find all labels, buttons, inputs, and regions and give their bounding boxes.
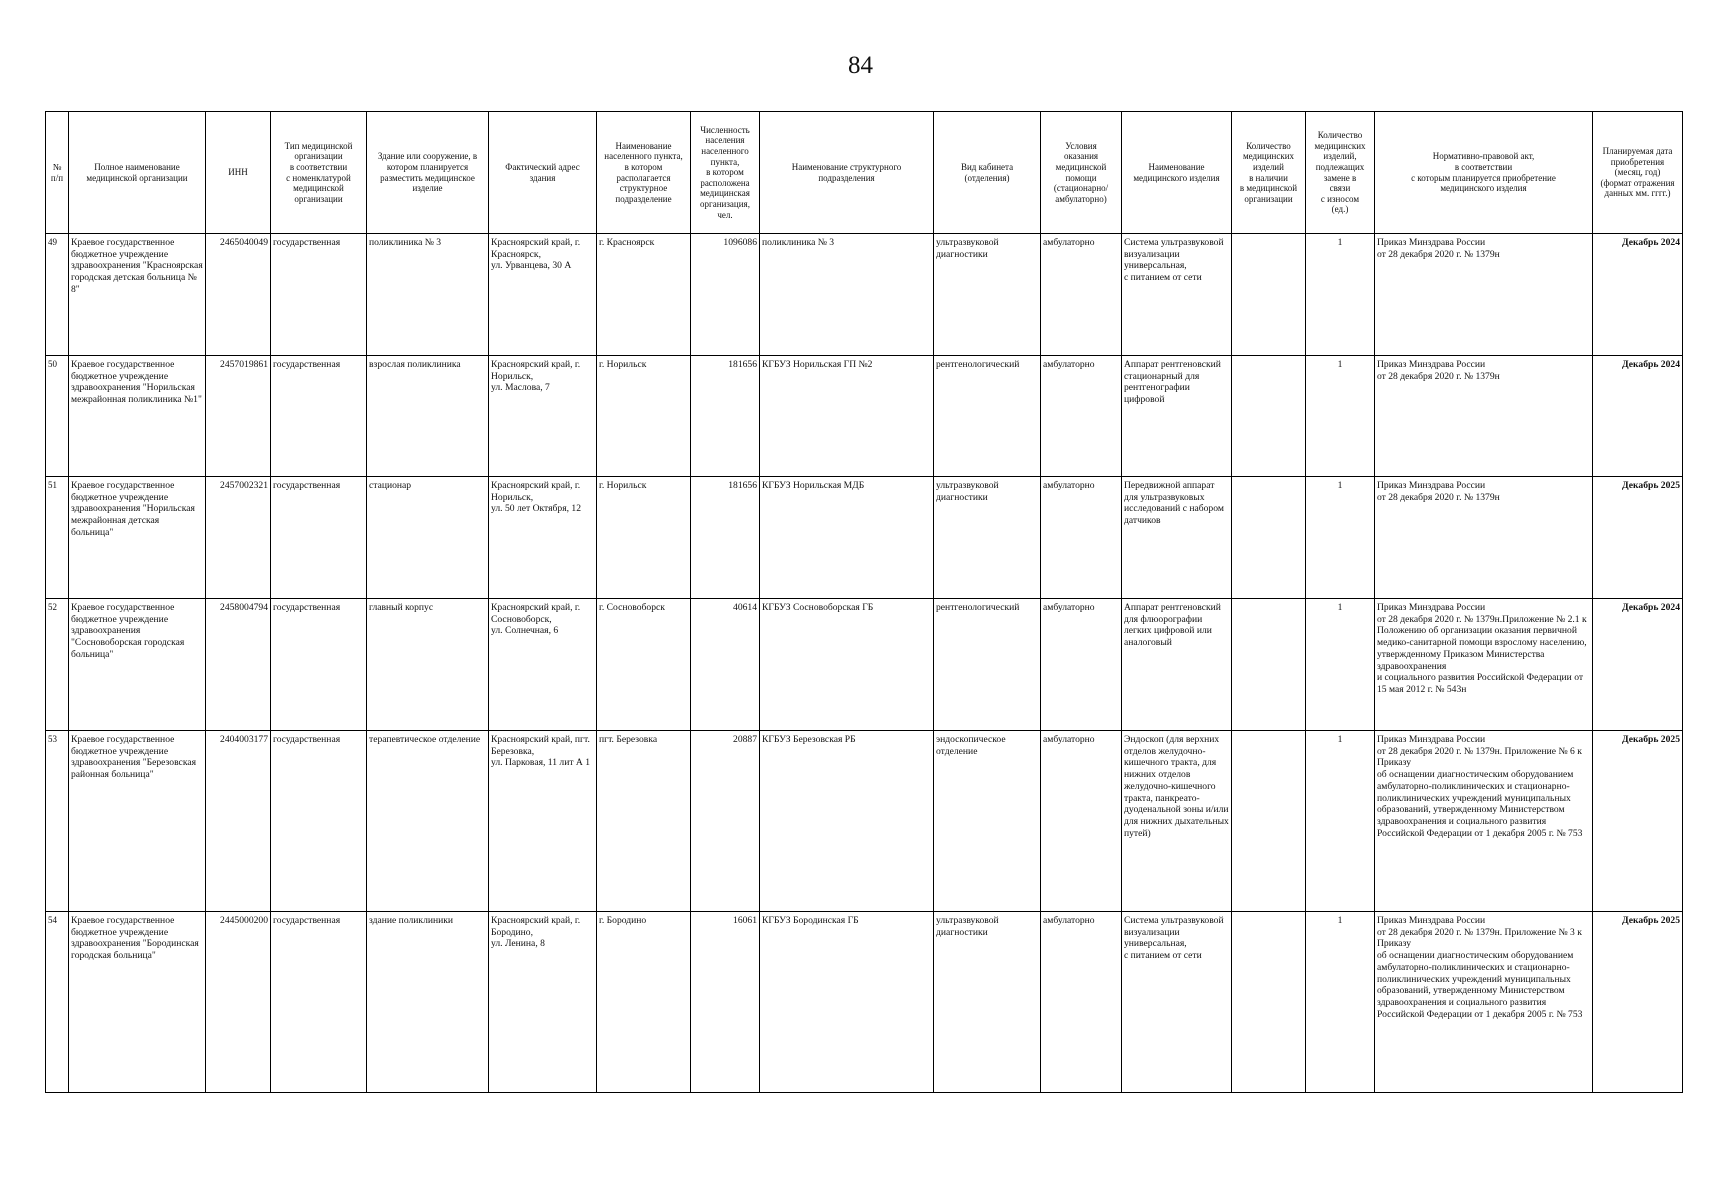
cell-org-name: Краевое государственное бюджетное учреждение здравоохранения "Березовская районная больница" — [69, 731, 206, 912]
cell-locality: г. Сосновоборск — [597, 599, 691, 731]
cell-conditions: амбулаторно — [1041, 477, 1122, 599]
col-header-available: Количество медицинских изделий в наличии в медицинской организации — [1232, 112, 1306, 234]
cell-act: Приказ Минздрава России от 28 декабря 2020 г. № 1379н. Приложение № 6 к Приказу об оснащении диагностическим оборудованием амбулаторно-поликлинических и стационарно-поликлинических учреждений муниципальных образований, утвержденному Министерством здравоохранения и социального развития Российской Федерации от 1 декабря 2005 г. № 753 — [1375, 731, 1593, 912]
table-row — [46, 599, 1683, 731]
cell-inn: 2465040049 — [206, 234, 271, 356]
cell-number: 51 — [46, 477, 69, 599]
col-header-date: Планируемая дата приобретения (месяц, год) (формат отражения данных мм. гггг.) — [1593, 112, 1683, 234]
cell-cabinet: эндоскопическое отделение — [934, 731, 1041, 912]
cell-population: 16061 — [691, 912, 760, 1093]
col-header-org-name: Полное наименование медицинской организации — [69, 112, 206, 234]
cell-available — [1232, 912, 1306, 1093]
cell-building: главный корпус — [367, 599, 489, 731]
cell-number: 54 — [46, 912, 69, 1093]
cell-date: Декабрь 2024 — [1593, 356, 1683, 477]
cell-act: Приказ Минздрава России от 28 декабря 2020 г. № 1379н — [1375, 477, 1593, 599]
col-header-locality: Наименование населенного пункта, в котором располагается структурное подразделение — [597, 112, 691, 234]
cell-conditions: амбулаторно — [1041, 599, 1122, 731]
cell-cabinet: ультразвуковой диагностики — [934, 477, 1041, 599]
cell-locality: г. Норильск — [597, 477, 691, 599]
cell-address: Красноярский край, г. Норильск, ул. Маслова, 7 — [489, 356, 597, 477]
cell-locality: пгт. Березовка — [597, 731, 691, 912]
cell-address: Красноярский край, г. Сосновоборск, ул. Солнечная, 6 — [489, 599, 597, 731]
cell-org-name: Краевое государственное бюджетное учреждение здравоохранения "Норильская межрайонная поликлиника №1" — [69, 356, 206, 477]
cell-org-type: государственная — [271, 912, 367, 1093]
cell-building: поликлиника № 3 — [367, 234, 489, 356]
cell-conditions: амбулаторно — [1041, 234, 1122, 356]
cell-locality: г. Бородино — [597, 912, 691, 1093]
col-header-replace: Количество медицинских изделий, подлежащих замене в связи с износом (ед.) — [1306, 112, 1375, 234]
cell-cabinet: ультразвуковой диагностики — [934, 912, 1041, 1093]
cell-replace: 1 — [1306, 477, 1375, 599]
cell-org-name: Краевое государственное бюджетное учреждение здравоохранения "Бородинская городская больница" — [69, 912, 206, 1093]
cell-population: 20887 — [691, 731, 760, 912]
cell-date: Декабрь 2025 — [1593, 912, 1683, 1093]
table-row — [46, 731, 1683, 912]
cell-unit: КГБУЗ Березовская РБ — [760, 731, 934, 912]
col-header-device: Наименование медицинского изделия — [1122, 112, 1232, 234]
cell-building: терапевтическое отделение — [367, 731, 489, 912]
cell-inn: 2457019861 — [206, 356, 271, 477]
cell-org-name: Краевое государственное бюджетное учреждение здравоохранения "Норильская межрайонная детская больница" — [69, 477, 206, 599]
cell-population: 181656 — [691, 477, 760, 599]
col-header-conditions: Условия оказания медицинской помощи (стационарно/ амбулаторно) — [1041, 112, 1122, 234]
col-header-building: Здание или сооружение, в котором планируется разместить медицинское изделие — [367, 112, 489, 234]
cell-number: 52 — [46, 599, 69, 731]
cell-available — [1232, 234, 1306, 356]
page-number: 84 — [848, 52, 873, 79]
cell-number: 50 — [46, 356, 69, 477]
cell-act: Приказ Минздрава России от 28 декабря 2020 г. № 1379н.Приложение № 2.1 к Положению об организации оказания первичной медико-санитарной помощи взрослому населению, утвержденному Приказом Министерства здравоохранения и социального развития Российской Федерации от 15 мая 2012 г. № 543н — [1375, 599, 1593, 731]
cell-available — [1232, 477, 1306, 599]
cell-org-type: государственная — [271, 356, 367, 477]
cell-device: Аппарат рентгеновский для флюорографии легких цифровой или аналоговый — [1122, 599, 1232, 731]
cell-population: 40614 — [691, 599, 760, 731]
cell-conditions: амбулаторно — [1041, 356, 1122, 477]
col-header-number: № п/п — [46, 112, 69, 234]
cell-device: Эндоскоп (для верхних отделов желудочно-кишечного тракта, для нижних отделов желудочно-кишечного тракта, панкреато-дуоденальной зоны и/или для нижних дыхательных путей) — [1122, 731, 1232, 912]
cell-inn: 2457002321 — [206, 477, 271, 599]
cell-available — [1232, 599, 1306, 731]
col-header-unit: Наименование структурного подразделения — [760, 112, 934, 234]
cell-replace: 1 — [1306, 234, 1375, 356]
col-header-population: Численность населения населенного пункта, в котором расположена медицинская организация, чел. — [691, 112, 760, 234]
cell-inn: 2445000200 — [206, 912, 271, 1093]
cell-address: Красноярский край, г. Норильск, ул. 50 лет Октября, 12 — [489, 477, 597, 599]
cell-org-type: государственная — [271, 731, 367, 912]
cell-cabinet: ультразвуковой диагностики — [934, 234, 1041, 356]
cell-number: 49 — [46, 234, 69, 356]
col-header-org-type: Тип медицинской организации в соответствии с номенклатурой медицинской организации — [271, 112, 367, 234]
equipment-table — [45, 111, 1683, 1093]
cell-replace: 1 — [1306, 731, 1375, 912]
cell-locality: г. Норильск — [597, 356, 691, 477]
cell-date: Декабрь 2024 — [1593, 599, 1683, 731]
cell-org-type: государственная — [271, 234, 367, 356]
table-row — [46, 912, 1683, 1093]
cell-date: Декабрь 2025 — [1593, 731, 1683, 912]
cell-act: Приказ Минздрава России от 28 декабря 2020 г. № 1379н — [1375, 356, 1593, 477]
cell-conditions: амбулаторно — [1041, 731, 1122, 912]
cell-unit: КГБУЗ Сосновоборская ГБ — [760, 599, 934, 731]
cell-replace: 1 — [1306, 356, 1375, 477]
cell-replace: 1 — [1306, 912, 1375, 1093]
cell-date: Декабрь 2025 — [1593, 477, 1683, 599]
cell-device: Система ультразвуковой визуализации универсальная, с питанием от сети — [1122, 912, 1232, 1093]
cell-date: Декабрь 2024 — [1593, 234, 1683, 356]
cell-act: Приказ Минздрава России от 28 декабря 2020 г. № 1379н — [1375, 234, 1593, 356]
table-row — [46, 356, 1683, 477]
cell-org-name: Краевое государственное бюджетное учреждение здравоохранения "Красноярская городская детская больница № 8" — [69, 234, 206, 356]
cell-unit: поликлиника № 3 — [760, 234, 934, 356]
cell-building: стационар — [367, 477, 489, 599]
table-row — [46, 477, 1683, 599]
cell-unit: КГБУЗ Норильская ГП №2 — [760, 356, 934, 477]
cell-inn: 2458004794 — [206, 599, 271, 731]
col-header-address: Фактический адрес здания — [489, 112, 597, 234]
cell-available — [1232, 356, 1306, 477]
cell-conditions: амбулаторно — [1041, 912, 1122, 1093]
col-header-inn: ИНН — [206, 112, 271, 234]
cell-org-name: Краевое государственное бюджетное учреждение здравоохранения "Сосновоборская городская больница" — [69, 599, 206, 731]
cell-device: Система ультразвуковой визуализации универсальная, с питанием от сети — [1122, 234, 1232, 356]
col-header-cabinet: Вид кабинета (отделения) — [934, 112, 1041, 234]
table-row — [46, 234, 1683, 356]
cell-org-type: государственная — [271, 477, 367, 599]
cell-address: Красноярский край, г. Красноярск, ул. Урванцева, 30 А — [489, 234, 597, 356]
cell-building: взрослая поликлиника — [367, 356, 489, 477]
cell-number: 53 — [46, 731, 69, 912]
cell-building: здание поликлиники — [367, 912, 489, 1093]
cell-org-type: государственная — [271, 599, 367, 731]
cell-act: Приказ Минздрава России от 28 декабря 2020 г. № 1379н. Приложение № 3 к Приказу об оснащении диагностическим оборудованием амбулаторно-поликлинических и стационарно-поликлинических учреждений муниципальных образований, утвержденному Министерством здравоохранения и социального развития Российской Федерации от 1 декабря 2005 г. № 753 — [1375, 912, 1593, 1093]
cell-address: Красноярский край, пгт. Березовка, ул. Парковая, 11 лит А 1 — [489, 731, 597, 912]
cell-unit: КГБУЗ Норильская МДБ — [760, 477, 934, 599]
cell-address: Красноярский край, г. Бородино, ул. Ленина, 8 — [489, 912, 597, 1093]
cell-population: 181656 — [691, 356, 760, 477]
cell-available — [1232, 731, 1306, 912]
cell-replace: 1 — [1306, 599, 1375, 731]
cell-locality: г. Красноярск — [597, 234, 691, 356]
cell-cabinet: рентгенологический — [934, 599, 1041, 731]
header-row — [46, 112, 1683, 234]
cell-device: Аппарат рентгеновский стационарный для рентгенографии цифровой — [1122, 356, 1232, 477]
cell-inn: 2404003177 — [206, 731, 271, 912]
cell-device: Передвижной аппарат для ультразвуковых исследований с набором датчиков — [1122, 477, 1232, 599]
col-header-act: Нормативно-правовой акт, в соответствии с которым планируется приобретение медицинского изделия — [1375, 112, 1593, 234]
cell-unit: КГБУЗ Бородинская ГБ — [760, 912, 934, 1093]
cell-population: 1096086 — [691, 234, 760, 356]
cell-cabinet: рентгенологический — [934, 356, 1041, 477]
